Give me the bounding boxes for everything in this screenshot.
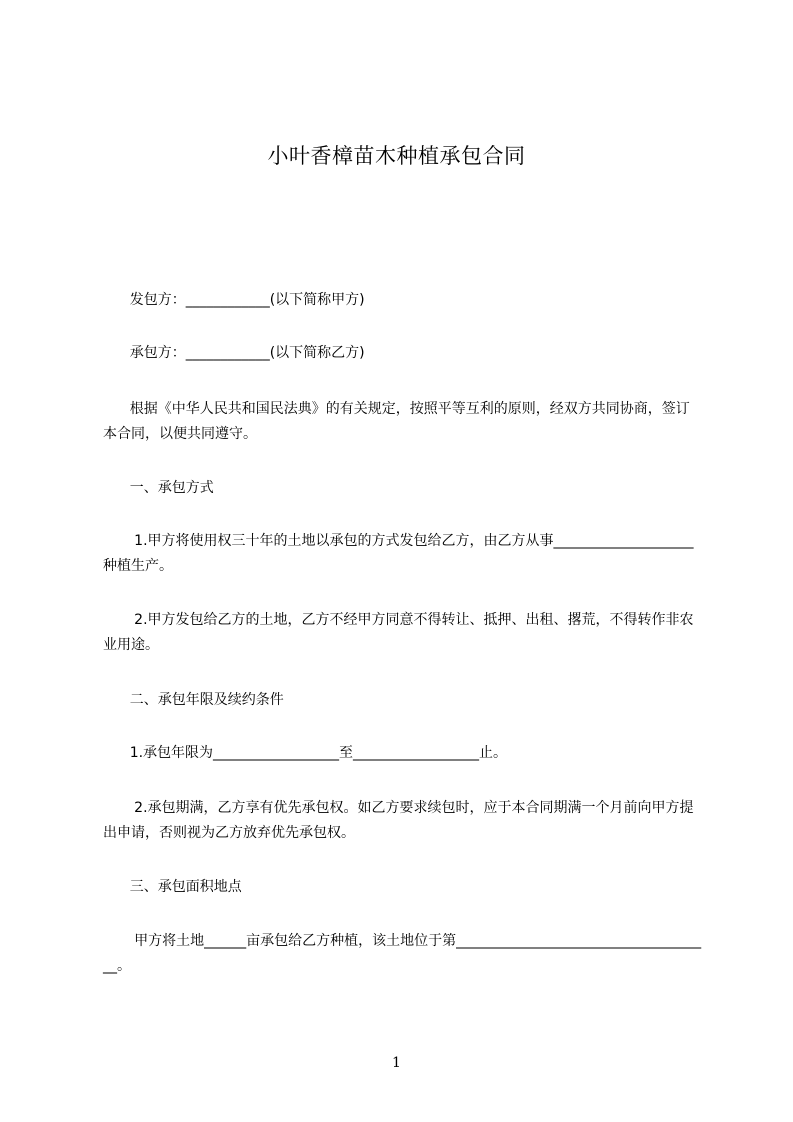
clause-1-2: 2.甲方发包给乙方的土地，乙方不经甲方同意不得转让、抵押、出租、撂荒，不得转作非农业用途。: [103, 612, 694, 653]
clause-2-1: 1.承包年限为__________________至__________________止。: [103, 745, 508, 761]
document-title: 小叶香樟苗木种植承包合同: [267, 144, 526, 168]
page-number: 1: [392, 1055, 401, 1071]
party-a-line: 发包方：____________(以下简称甲方): [103, 292, 365, 308]
party-b-line: 承包方：____________(以下简称乙方): [103, 345, 365, 361]
clause-2-2: 2.承包期满，乙方享有优先承包权。如乙方要求续包时，应于本合同期满一个月前向甲方提出申请，否则视为乙方放弃优先承包权。: [103, 800, 694, 841]
section-3-body: 甲方将土地______亩承包给乙方种植，该土地位于第_____________________________________。: [103, 933, 702, 974]
section-2-heading: 二、承包年限及续约条件: [103, 692, 284, 708]
preamble-paragraph: 根据《中华人民共和国民法典》的有关规定，按照平等互利的原则，经双方共同协商，签订本合同，以便共同遵守。: [103, 401, 690, 442]
section-1-heading: 一、承包方式: [103, 480, 214, 496]
clause-1-1: 1.甲方将使用权三十年的土地以承包的方式发包给乙方，由乙方从事____________________种植生产。: [103, 533, 694, 574]
section-3-heading: 三、承包面积地点: [103, 879, 242, 895]
